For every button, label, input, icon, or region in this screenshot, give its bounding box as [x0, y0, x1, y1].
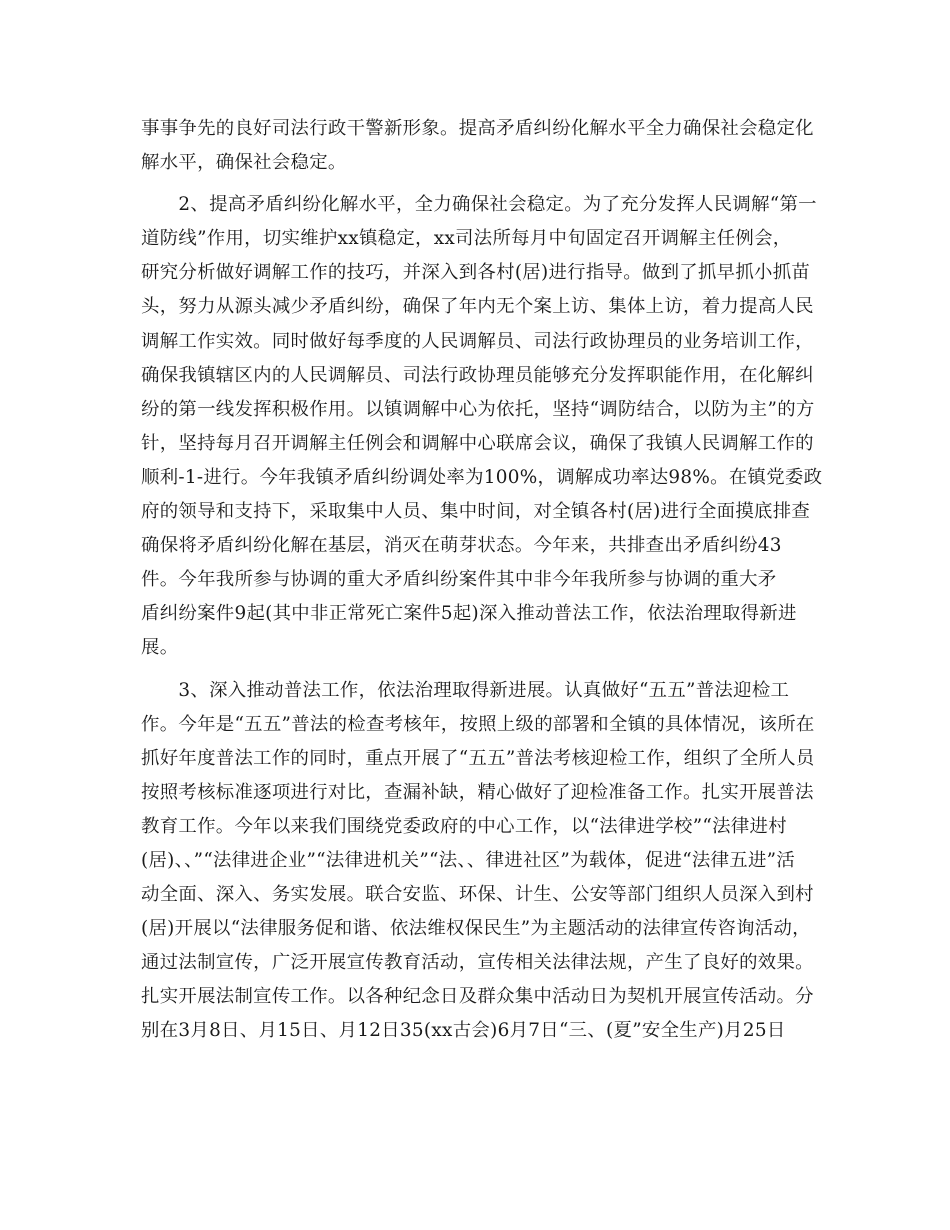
text-line: 2、提高矛盾纠纷化解水平，全力确保社会稳定。为了充分发挥人民调解“第一 [141, 194, 817, 216]
text-line: 确保将矛盾纠纷化解在基层，消灭在萌芽状态。今年来，共排查出矛盾纠纷43 [141, 535, 782, 557]
text-line: 解水平，确保社会稳定。 [141, 152, 347, 174]
text-line: 抓好年度普法工作的同时，重点开展了“五五”普法考核迎检工作，组织了全所人员 [141, 747, 815, 769]
text-line: 动全面、深入、务实发展。联合安监、环保、计生、公安等部门组织人员深入到村 [141, 884, 814, 906]
text-line: 头，努力从源头减少矛盾纠纷，确保了年内无个案上访、集体上访，着力提高人民 [141, 296, 814, 318]
text-line: 确保我镇辖区内的人民调解员、司法行政协理员能够充分发挥职能作用，在化解纠 [141, 364, 814, 386]
paragraph [141, 112, 814, 180]
text-line: 3、深入推动普法工作，依法治理取得新进展。认真做好“五五”普法迎检工 [141, 679, 790, 701]
text-line: 教育工作。今年以来我们围绕党委政府的中心工作，以“法律进学校”“法律进村 [141, 815, 787, 837]
text-line: 顺利-1-进行。今年我镇矛盾纠纷调处率为100%，调解成功率达98%。在镇党委政 [141, 466, 823, 488]
text-line: 件。今年我所参与协调的重大矛盾纠纷案件其中非今年我所参与协调的重大矛 [141, 569, 777, 591]
text-line: 扎实开展法制宣传工作。以各种纪念日及群众集中活动日为契机开展宣传活动。分 [141, 986, 814, 1008]
text-line: 按照考核标准逐项进行对比，查漏补缺，精心做好了迎检准备工作。扎实开展普法 [141, 781, 814, 803]
paragraph-spacer [141, 666, 811, 674]
text-line: 盾纠纷案件9起(其中非正常死亡案件5起)深入推动普法工作，依法治理取得新进 [141, 603, 797, 625]
text-line: 展。 [141, 637, 179, 659]
document-body [141, 112, 823, 1049]
text-line: 别在3月8日、月15日、月12日35(xx古会)6月7日“三、(夏”安全生产)月25日 [141, 1020, 786, 1042]
paragraph [141, 188, 823, 665]
paragraph-spacer [141, 180, 811, 188]
text-line: 纷的第一线发挥积极作用。以镇调解中心为依托，坚持“调防结合，以防为主”的方 [141, 398, 815, 420]
text-line: 调解工作实效。同时做好每季度的人民调解员、司法行政协理员的业务培训工作， [141, 330, 814, 352]
text-line: 针，坚持每月召开调解主任例会和调解中心联席会议，确保了我镇人民调解工作的 [141, 432, 814, 454]
text-line: (居)开展以“法律服务促和谐、依法维权保民生”为主题活动的法律宣传咨询活动， [141, 918, 811, 940]
text-line: 作。今年是“五五”普法的检查考核年，按照上级的部署和全镇的具体情况，该所在 [141, 713, 815, 735]
text-line: 道防线”作用，切实维护xx镇稳定，xx司法所每月中旬固定召开调解主任例会， [141, 228, 792, 250]
text-line: (居)、、”“法律进企业”“法律进机关”“法、、律进社区”为载体，促进“法律五进”活 [141, 849, 796, 871]
paragraph [141, 674, 815, 1049]
text-line: 通过法制宣传，广泛开展宣传教育活动，宣传相关法律法规，产生了良好的效果。 [141, 952, 814, 974]
text-line: 事事争先的良好司法行政干警新形象。提高矛盾纠纷化解水平全力确保社会稳定化 [141, 118, 814, 139]
text-line: 研究分析做好调解工作的技巧，并深入到各村(居)进行指导。做到了抓早抓小抓苗 [141, 262, 811, 284]
text-line: 府的领导和支持下，采取集中人员、集中时间，对全镇各村(居)进行全面摸底排查 [141, 501, 811, 523]
